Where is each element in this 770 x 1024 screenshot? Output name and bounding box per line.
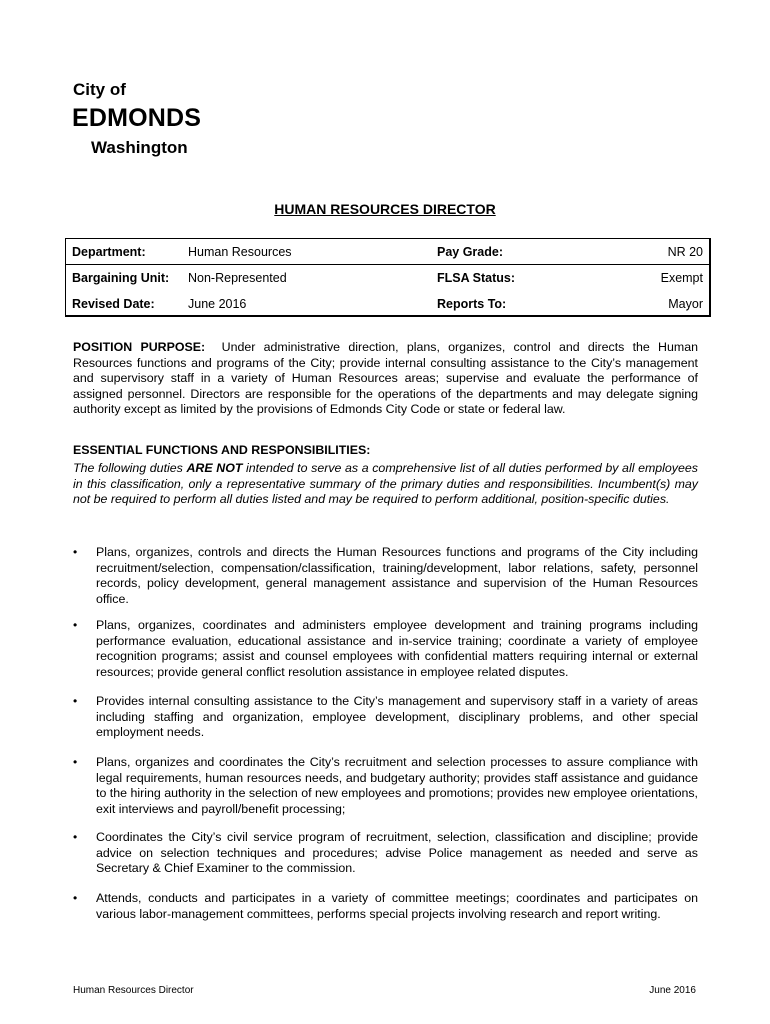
bargaining-unit-value: Non-Represented	[188, 271, 287, 285]
bullet-icon: •	[73, 755, 78, 769]
reports-to-value: Mayor	[668, 297, 703, 311]
intro-text-end: intended to serve as a comprehensive list of all duties performed by all employees in this classification, only a representative summary of the primary duties and responsibilities. Incumbent(s) may not be required to perform all duties listed and may be required to perform additional, position-specific duties.	[73, 461, 698, 507]
revised-date-value: June 2016	[188, 297, 247, 311]
footer-title: Human Resources Director	[73, 985, 194, 996]
bargaining-unit-label: Bargaining Unit:	[72, 271, 170, 285]
info-row-bargaining	[66, 265, 709, 291]
position-purpose	[73, 340, 698, 418]
position-purpose-text: Under administrative direction, plans, organizes, control and directs the Human Resources functions and programs of the City; provide internal consulting assistance to the City’s management and supervisory staff in a variety of Human Resources areas; supervise and evaluate the performance of assigned personnel. Directors are responsible for the operations of the departments and may delegate signing authority except as limited by the provisions of Edmonds City Code or state or federal law.	[73, 340, 699, 417]
intro-text-start: The following duties	[73, 461, 187, 475]
job-info-table	[65, 238, 711, 317]
bullet-icon: •	[73, 545, 78, 559]
info-row-department	[66, 239, 709, 265]
flsa-status-value: Exempt	[660, 271, 703, 285]
list-item-text: Plans, organizes, controls and directs the Human Resources functions and programs of the City including recruitment/selection, compensation/classification, training/development, labor relations, safety, personnel records, policy development, general management assistance and supervision of the Human Resources office.	[96, 545, 698, 606]
page-title: HUMAN RESOURCES DIRECTOR	[274, 201, 496, 217]
city-name: EDMONDS	[72, 104, 202, 132]
revised-date-label: Revised Date:	[72, 297, 155, 311]
pay-grade-label: Pay Grade:	[437, 245, 504, 259]
list-item-text: Provides internal consulting assistance to the City’s management and supervisory staff in a variety of areas including staffing and organization, employee development, disciplinary problems, and other special employment needs.	[96, 694, 698, 740]
footer-date: June 2016	[649, 985, 696, 996]
essential-functions-intro	[73, 461, 698, 508]
flsa-status-label: FLSA Status:	[437, 271, 516, 285]
pay-grade-value: NR 20	[667, 245, 703, 259]
department-label: Department:	[72, 245, 146, 259]
state-name: Washington	[91, 138, 188, 157]
bullet-icon: •	[73, 830, 78, 844]
bullet-icon: •	[73, 891, 78, 905]
department-value: Human Resources	[188, 245, 292, 259]
bullet-icon: •	[73, 694, 78, 708]
list-item-text: Plans, organizes and coordinates the City’s recruitment and selection processes to assure compliance with legal requirements, human resources needs, and budgetary authority; provides staff assistance and guidance to the hiring authority in the selection of new employees and promotions; provides new employee orientations, exit interviews and payroll/benefit processing;	[96, 755, 698, 816]
intro-emphasis: ARE NOT	[186, 461, 243, 475]
reports-to-label: Reports To:	[437, 297, 507, 311]
city-of-label: City of	[73, 80, 126, 99]
essential-functions-heading: ESSENTIAL FUNCTIONS AND RESPONSIBILITIES:	[73, 443, 371, 457]
bullet-icon: •	[73, 618, 78, 632]
list-item-text: Plans, organizes, coordinates and administers employee development and training programs including performance evaluation, educational assistance and in-service training; coordinate a variety of employee recognition programs; assist and counsel employees with confidential matters requiring internal or external resources; provide general conflict resolution assistance in employee related disputes.	[96, 618, 698, 679]
list-item-text: Coordinates the City’s civil service program of recruitment, selection, classification and discipline; provide advice on selection techniques and procedures; advise Police management as needed and serve as Secretary & Chief Examiner to the commission.	[96, 830, 698, 876]
position-purpose-label: POSITION PURPOSE:	[73, 340, 206, 354]
list-item-text: Attends, conducts and participates in a variety of committee meetings; coordinates and participates on various labor-management committees, performs special projects involving research and report writing.	[96, 891, 698, 921]
info-row-revised	[66, 291, 709, 317]
